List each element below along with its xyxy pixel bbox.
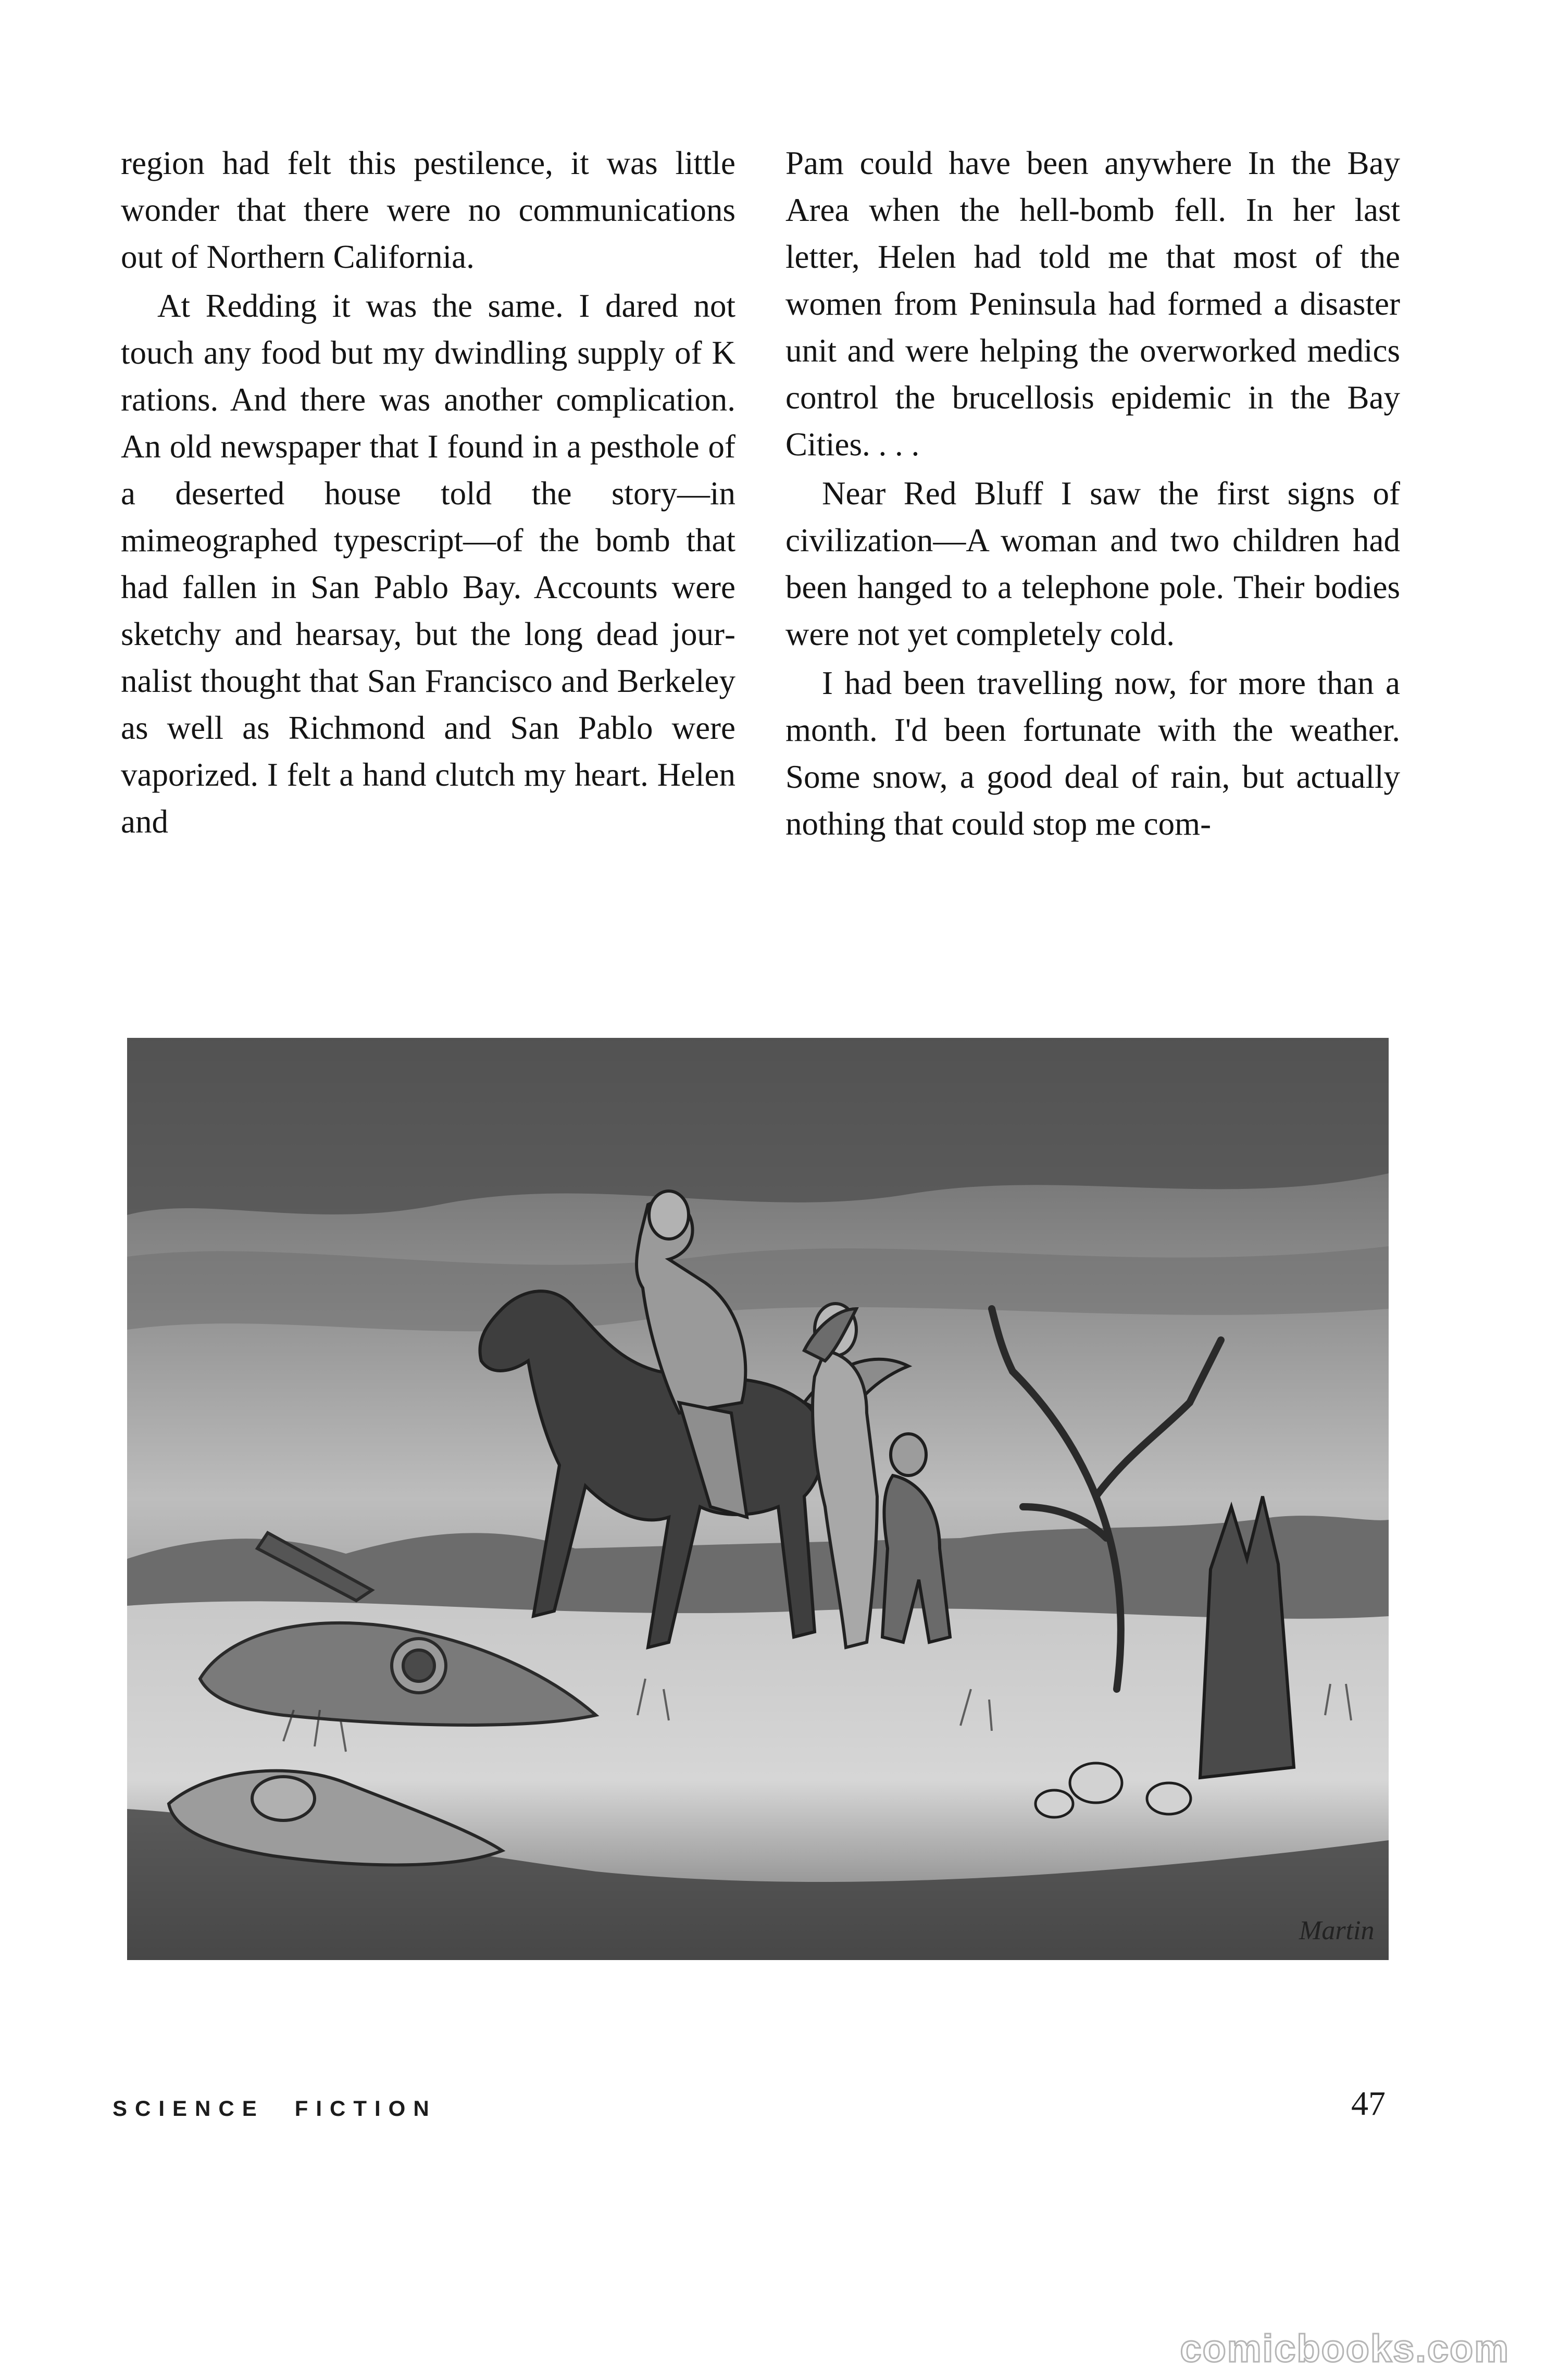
right-text-column <box>785 140 1400 848</box>
watermark: comicbooks.com <box>1180 2327 1509 2370</box>
paragraph: At Redding it was the same. I dared not touch any food but my dwindling supply of K rations. And there was another complication. An old newspaper that I found in a pesthole of a deserted house told the story—in mimeographed typescript—of the bomb that had fallen in San Pablo Bay. Accounts were sketchy and hearsay, but the long dead journalist thought that San Francisco and Berkeley as well as Richmond and San Pablo were vaporized. I felt a hand clutch my heart. Helen and <box>121 288 735 840</box>
magazine-title-word: FICTION <box>294 2096 437 2121</box>
left-text-column <box>121 140 735 846</box>
illustrator-signature: Martin <box>1299 1916 1375 1945</box>
paragraph: Near Red Bluff I saw the first signs of civilization—A woman and two children had been hanged to a telephone pole. Their bodies were not yet completely cold. <box>785 475 1400 652</box>
paragraph: Pam could have been anywhere In the Bay Area when the hell-bomb fell. In her last letter, Helen had told me that most of the women from Peninsula had formed a disaster unit and were helping the overworked medics control the brucellosis epidemic in the Bay Cities. . . . <box>785 145 1400 463</box>
story-illustration <box>127 1038 1389 1960</box>
paragraph: region had felt this pestilence, it was little wonder that there were no communications out of Northern California. <box>121 145 735 275</box>
magazine-title-word: SCIENCE <box>113 2096 265 2121</box>
page-number: 47 <box>1351 2085 1386 2123</box>
dark-clouds <box>127 1038 1389 1215</box>
magazine-title <box>113 2096 437 2121</box>
paragraph: I had been travelling now, for more than a month. I'd been fortunate with the weather. Some snow, a good deal of rain, but actually nothing that could stop me com- <box>785 665 1400 842</box>
